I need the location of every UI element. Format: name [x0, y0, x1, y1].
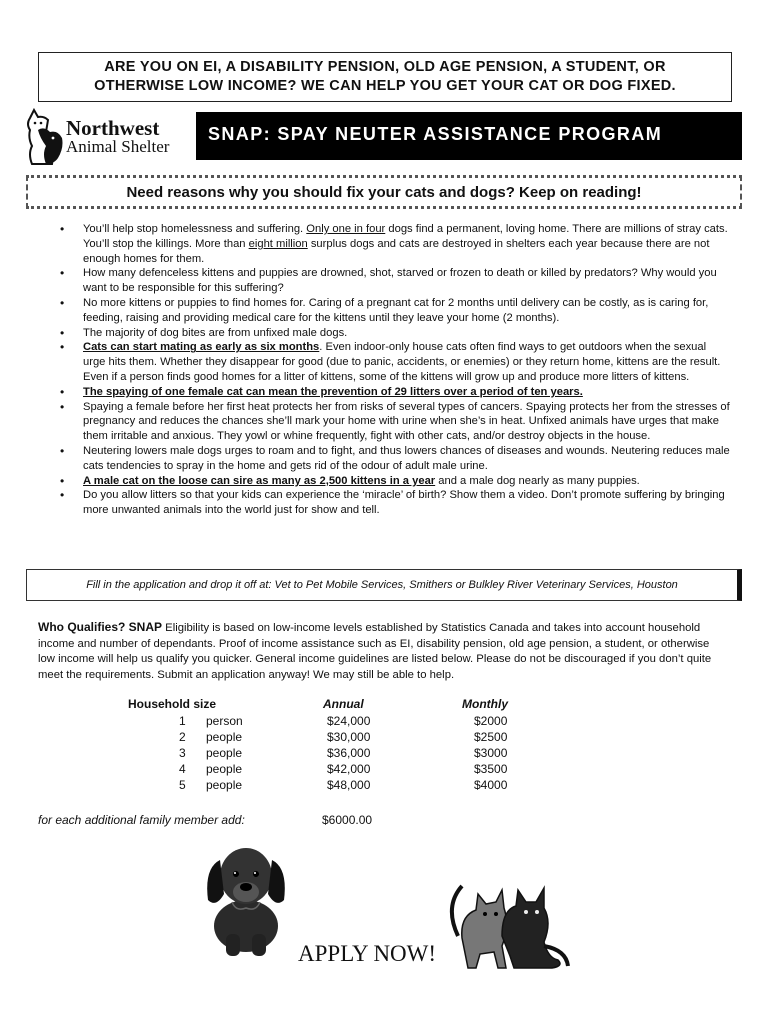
monthly-income: $3000	[474, 746, 508, 760]
who-qualifies-text: Eligibility is based on low-income levels established by Statistics Canada and takes into account household income and number of dependants. Proof of income assistance such as EI, disability pension, old age pension, a student, or otherwise low income will help us qualify you quicker. General income guidelines are listed below. Please do not be discouraged if you don’t quite meet the requirements. Submit an application anyway! We may still be able to help.	[38, 622, 712, 681]
list-item: • Spaying a female before her first heat protects her from risks of several types of cancers. Spaying protects her from the stresses of pregnancy and reduces the chances she’ll mark your home with urine when she’s in heat. Unfixed animals have urges that make them irritable and anxious. They yowl or whine frequently, fight with other cats, and/or destroy objects in the house.	[60, 400, 730, 444]
header-household-size: Household size	[128, 697, 217, 711]
cat-dog-logo-icon	[24, 108, 66, 168]
apply-now-heading: APPLY NOW!	[298, 941, 437, 966]
list-item: • How many defenceless kittens and puppies are drowned, shot, starved or frozen to death or killed by predators? Why would you want to be responsible for this suffering?	[60, 266, 730, 296]
list-item: • Neutering lowers male dogs urges to roam and to fight, and thus lowers chances of diseases and wounds. Neutering reduces male cats tendencies to spray in the home and gets rid of the odour of adult male urine.	[60, 444, 730, 474]
logo-name-line2: Animal Shelter	[66, 137, 170, 156]
list-item	[60, 474, 730, 489]
annual-income: $24,000	[327, 714, 371, 728]
who-qualifies-section	[38, 620, 728, 683]
table-row	[0, 778, 770, 794]
household-count: 5	[179, 778, 186, 792]
annual-income: $48,000	[327, 778, 371, 792]
drop-off-instructions: Fill in the application and drop it off at: Vet to Pet Mobile Services, Smithers or Bulkley River Veterinary Services, Houston	[26, 569, 742, 601]
eligibility-header-line2: OTHERWISE LOW INCOME? WE CAN HELP YOU GET YOUR CAT OR DOG FIXED.	[94, 78, 676, 94]
list-item: • No more kittens or puppies to find homes for. Caring of a pregnant cat for 2 months until delivery can be costly, as is caring for, feeding, raising and providing medical care for the kittens until they leave your home (2 months).	[60, 296, 730, 326]
household-unit: people	[206, 762, 243, 776]
household-unit: people	[206, 746, 243, 760]
household-unit: people	[206, 778, 243, 792]
who-qualifies-label: Who Qualifies? SNAP	[38, 620, 163, 634]
annual-income: $42,000	[327, 762, 371, 776]
bullet-underlined-text: Only one in four	[306, 223, 386, 235]
list-item	[60, 385, 730, 400]
list-item	[60, 222, 730, 266]
eligibility-header-line1: ARE YOU ON EI, A DISABILITY PENSION, OLD AGE PENSION, A STUDENT, OR	[104, 59, 666, 75]
header-annual: Annual	[323, 697, 364, 711]
cats-illustration-icon	[440, 876, 572, 971]
logo-name-line1: Northwest	[66, 116, 160, 140]
household-unit: person	[206, 714, 243, 728]
bullet-emphasis-text: A male cat on the loose can sire as many as 2,500 kittens in a year	[83, 474, 436, 487]
bullet-underlined-text: eight million	[248, 237, 308, 250]
table-row	[0, 762, 770, 778]
bullet-text: . Even indoor-only house cats often find ways to get outdoors when the sexual urge hits them. Whether they disappear for good (due to panic, accidents, or enemies) or they return home, kittens are the result. Even if a person finds good homes for a litter of kittens, some of the kittens will grow up and produce more litters of kittens.	[83, 341, 721, 383]
household-count: 3	[179, 746, 186, 760]
header-monthly: Monthly	[462, 697, 508, 711]
household-unit: people	[206, 730, 243, 744]
bullet-text: and a male dog nearly as many puppies.	[435, 474, 640, 487]
list-item: • The majority of dog bites are from unfixed male dogs.	[60, 326, 730, 341]
additional-member-value: $6000.00	[322, 813, 373, 827]
annual-income: $36,000	[327, 746, 371, 760]
bullet-emphasis-text: The spaying of one female cat can mean the prevention of 29 litters over a period of ten years.	[83, 385, 583, 398]
monthly-income: $4000	[474, 778, 508, 792]
bullet-emphasis-text: Cats can start mating as early as six months	[83, 341, 320, 354]
table-row	[0, 746, 770, 762]
household-count: 4	[179, 762, 186, 776]
table-row	[0, 714, 770, 730]
puppy-illustration-icon	[196, 838, 296, 958]
bullet-text: You’ll help stop homelessness and suffering.	[83, 223, 307, 235]
reasons-list	[60, 222, 730, 518]
household-count: 2	[179, 730, 186, 744]
monthly-income: $2500	[474, 730, 508, 744]
additional-member-label: for each additional family member add:	[38, 813, 245, 827]
household-count: 1	[179, 714, 186, 728]
list-item: • Do you allow litters so that your kids can experience the ‘miracle’ of birth? Show them a video. Don’t promote suffering by bringing more unwanted animals into the world just for show and tell.	[60, 488, 730, 518]
monthly-income: $3500	[474, 762, 508, 776]
annual-income: $30,000	[327, 730, 371, 744]
monthly-income: $2000	[474, 714, 508, 728]
program-title-banner: SNAP: SPAY NEUTER ASSISTANCE PROGRAM	[196, 112, 742, 160]
eligibility-header	[38, 52, 732, 102]
bullet-text: surplus dogs and cats are destroyed in shelters each year because there are not enough homes for them.	[83, 237, 710, 265]
table-row	[0, 730, 770, 746]
reasons-heading: Need reasons why you should fix your cats and dogs? Keep on reading!	[26, 175, 742, 209]
list-item	[60, 340, 730, 384]
northwest-animal-shelter-logo	[24, 108, 184, 168]
bullet-text: dogs find a permanent, loving home. There are millions of stray cats. You’ll stop the killings. More than	[83, 223, 728, 250]
